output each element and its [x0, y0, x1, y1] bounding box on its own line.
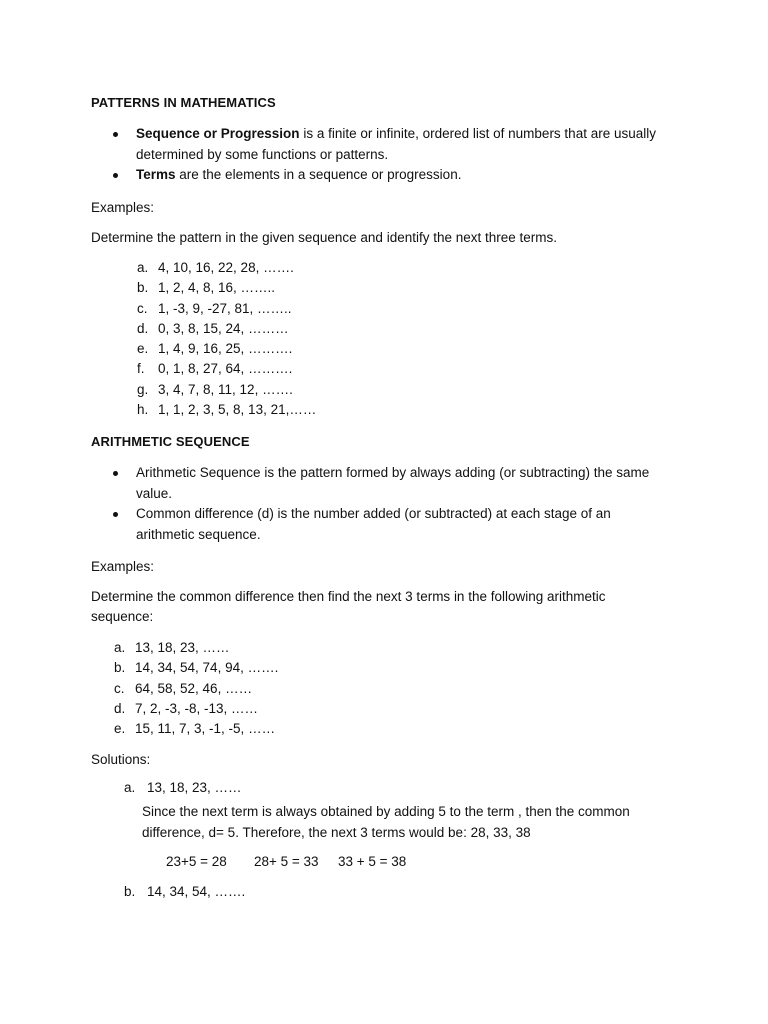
definition-term: Sequence or Progression: [136, 126, 300, 141]
examples-label: Examples:: [91, 559, 155, 574]
calculation: 23+5 = 28: [166, 854, 227, 869]
definitions-list: [113, 124, 673, 186]
calculation: 28+ 5 = 33: [254, 854, 319, 869]
examples-label: Examples:: [91, 200, 155, 215]
list-text: 64, 58, 52, 46, ……: [135, 680, 253, 696]
list-marker: b.: [114, 660, 126, 676]
arithmetic-definitions-list: [113, 463, 673, 545]
list-marker: b.: [137, 280, 149, 296]
definition-text: Common difference (d) is the number added (or subtracted) at each stage of an arithmetic sequence.: [136, 506, 611, 542]
definition-term: Terms: [136, 167, 176, 182]
calculation: 33 + 5 = 38: [338, 854, 407, 869]
examples-instruction: Determine the common difference then find the next 3 terms in the following arithmetic sequence:: [91, 589, 606, 624]
list-text: 14, 34, 54, 74, 94, …….: [135, 660, 279, 676]
solution-sequence: 13, 18, 23, ……: [147, 780, 242, 795]
bullet-icon: [113, 173, 118, 178]
list-text: 15, 11, 7, 3, -1, -5, ……: [135, 721, 276, 737]
solution-a-heading: [124, 780, 242, 795]
list-text: 7, 2, -3, -8, -13, ……: [135, 700, 259, 716]
examples-instruction: Determine the pattern in the given sequence and identify the next three terms.: [91, 230, 558, 245]
solution-sequence: 14, 34, 54, …….: [147, 884, 246, 899]
list-text: 1, 2, 4, 8, 16, ……..: [158, 280, 276, 296]
list-marker: a.: [137, 260, 149, 275]
definition-item: [113, 504, 673, 545]
list-marker: c.: [137, 300, 148, 316]
list-marker: d.: [137, 320, 149, 336]
list-text: 4, 10, 16, 22, 28, …….: [158, 260, 294, 275]
definition-item: [113, 165, 673, 186]
list-marker: c.: [114, 680, 125, 696]
list-text: 3, 4, 7, 8, 11, 12, …….: [158, 381, 293, 397]
list-marker: e.: [114, 721, 126, 737]
list-marker: d.: [114, 700, 126, 716]
list-marker: g.: [137, 381, 149, 397]
list-text: 1, 4, 9, 16, 25, ……….: [158, 341, 293, 357]
bullet-icon: [113, 471, 118, 476]
solutions-label: Solutions:: [91, 752, 151, 767]
solution-a-explanation: Since the next term is always obtained by adding 5 to the term , then the common difference, d= 5. Therefore, the next 3 terms would be: 28, 33, 38: [142, 804, 630, 840]
solution-b-heading: [124, 884, 246, 899]
definition-text: Arithmetic Sequence is the pattern formed by always adding (or subtracting) the same value.: [136, 465, 650, 501]
list-marker: a.: [124, 780, 136, 795]
section-title: ARITHMETIC SEQUENCE: [91, 434, 250, 449]
list-marker: e.: [137, 341, 149, 357]
definition-text: are the elements in a sequence or progression.: [175, 167, 462, 182]
list-marker: b.: [124, 884, 136, 899]
bullet-icon: [113, 132, 118, 137]
definition-item: [113, 463, 673, 504]
list-text: 0, 1, 8, 27, 64, ……….: [158, 361, 293, 377]
list-marker: f.: [137, 361, 145, 377]
definition-item: [113, 124, 673, 165]
list-text: 0, 3, 8, 15, 24, ………: [158, 320, 289, 336]
bullet-icon: [113, 512, 118, 517]
list-marker: a.: [114, 640, 126, 655]
page-title: PATTERNS IN MATHEMATICS: [91, 95, 276, 110]
definition-text: is a finite or infinite, ordered list of numbers that are usually determined by some functions or patterns.: [136, 126, 656, 162]
list-text: 13, 18, 23, ……: [135, 640, 230, 655]
list-text: 1, 1, 2, 3, 5, 8, 13, 21,……: [158, 402, 317, 418]
list-text: 1, -3, 9, -27, 81, ……..: [158, 300, 292, 316]
list-marker: h.: [137, 402, 149, 418]
